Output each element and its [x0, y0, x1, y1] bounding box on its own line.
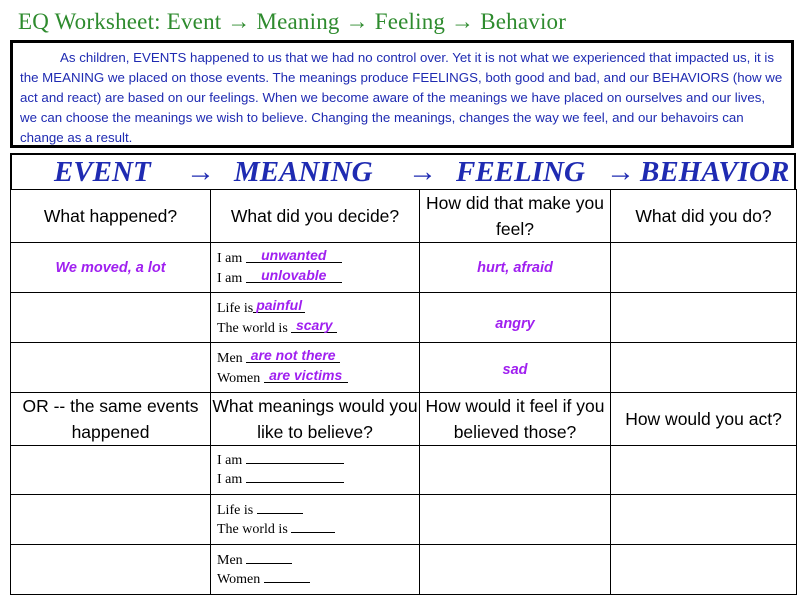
heading-feeling: FEELING: [456, 156, 585, 188]
behavior-cell[interactable]: [611, 243, 797, 293]
feeling-cell[interactable]: [420, 495, 611, 545]
prompt-i-am: I am: [217, 250, 243, 266]
prompt-men: Men: [217, 552, 243, 568]
men-answer[interactable]: are not there: [246, 348, 340, 363]
prompt-men: Men: [217, 350, 243, 366]
feeling-cell[interactable]: [420, 545, 611, 595]
behavior-cell[interactable]: [611, 446, 797, 495]
table-row: [11, 446, 797, 495]
table-row: [11, 243, 797, 293]
heading-meaning: MEANING: [234, 156, 373, 188]
event-cell[interactable]: [11, 446, 211, 495]
meaning-cell[interactable]: [211, 293, 420, 343]
prompt-life-is: Life is: [217, 300, 254, 316]
event-answer: We moved, a lot: [55, 260, 166, 276]
prompt-world-is: The world is: [217, 521, 288, 537]
life-is-answer[interactable]: painful: [253, 298, 305, 313]
event-cell[interactable]: [11, 343, 211, 393]
prompt-life-is: Life is: [217, 502, 254, 518]
table-row: [11, 495, 797, 545]
i-am-blank-1[interactable]: [246, 451, 344, 464]
prompt-world-is: The world is: [217, 320, 288, 336]
event-cell[interactable]: [11, 293, 211, 343]
meaning-cell[interactable]: [211, 446, 420, 495]
life-is-blank[interactable]: [257, 501, 303, 514]
event-cell[interactable]: [11, 495, 211, 545]
behavior-cell[interactable]: [611, 495, 797, 545]
question-what-decide: What did you decide?: [211, 190, 420, 243]
prompt-i-am: I am: [217, 453, 243, 468]
heading-arrow-2: →: [408, 156, 437, 188]
feeling-answer-1: hurt, afraid: [477, 260, 553, 276]
worksheet-title: EQ Worksheet: Event → Meaning → Feeling → Behavior: [18, 9, 567, 34]
women-answer[interactable]: are victims: [264, 368, 348, 383]
feeling-cell[interactable]: [420, 243, 611, 293]
behavior-cell[interactable]: [611, 343, 797, 393]
table-row: [11, 343, 797, 393]
feeling-cell[interactable]: [420, 293, 611, 343]
feeling-cell[interactable]: [420, 446, 611, 495]
prompt-i-am: I am: [217, 472, 243, 487]
prompt-women: Women: [217, 571, 261, 587]
event-cell[interactable]: [11, 545, 211, 595]
i-am-answer-2[interactable]: unlovable: [246, 268, 342, 283]
table-row: [11, 293, 797, 343]
question-or-same-events: OR -- the same events happened: [11, 393, 211, 446]
meaning-cell[interactable]: [211, 545, 420, 595]
feeling-answer-3: sad: [502, 362, 528, 378]
question-row-2: [11, 393, 797, 446]
heading-arrow-3: →: [606, 156, 635, 188]
feeling-answer-2: angry: [495, 316, 535, 332]
feeling-cell[interactable]: [420, 343, 611, 393]
column-heading-row: [10, 153, 796, 189]
women-blank[interactable]: [264, 570, 310, 583]
prompt-women: Women: [217, 370, 261, 386]
worksheet-table: [10, 189, 797, 595]
question-what-do: What did you do?: [611, 190, 797, 243]
heading-behavior: BEHAVIOR: [640, 156, 790, 188]
question-row-1: [11, 190, 797, 243]
behavior-cell[interactable]: [611, 545, 797, 595]
world-is-blank[interactable]: [291, 520, 335, 533]
i-am-answer-1[interactable]: unwanted: [246, 248, 342, 263]
question-how-feel: How did that make you feel?: [420, 190, 611, 243]
meaning-cell[interactable]: [211, 243, 420, 293]
question-meanings-believe: What meanings would you like to believe?: [211, 393, 420, 446]
i-am-blank-2[interactable]: [246, 470, 344, 483]
table-row: [11, 545, 797, 595]
men-blank[interactable]: [246, 551, 292, 564]
question-how-would-feel: How would it feel if you believed those?: [420, 393, 611, 446]
question-how-act: How would you act?: [611, 393, 797, 446]
prompt-i-am: I am: [217, 270, 243, 286]
meaning-cell[interactable]: [211, 495, 420, 545]
intro-paragraph: As children, EVENTS happened to us that we had no control over. Yet it is not what we experienced that impacted us, it is the MEANING we placed on those events. The meanings produce FEELINGS, both good and bad, and our BEHAVIORS (how we act and react) are based on our feelings. When we become aware of the meanings we have placed on ourselves and our lives, we can choose the meanings we wish to believe. Changing the meanings, changes the way we feel, and our behavoirs can change as a result.: [10, 40, 794, 148]
world-is-answer[interactable]: scary: [291, 318, 337, 333]
meaning-cell[interactable]: [211, 343, 420, 393]
event-cell[interactable]: [11, 243, 211, 293]
behavior-cell[interactable]: [611, 293, 797, 343]
heading-event: EVENT: [54, 156, 151, 188]
heading-arrow-1: →: [186, 156, 215, 188]
question-what-happened: What happened?: [11, 190, 211, 243]
